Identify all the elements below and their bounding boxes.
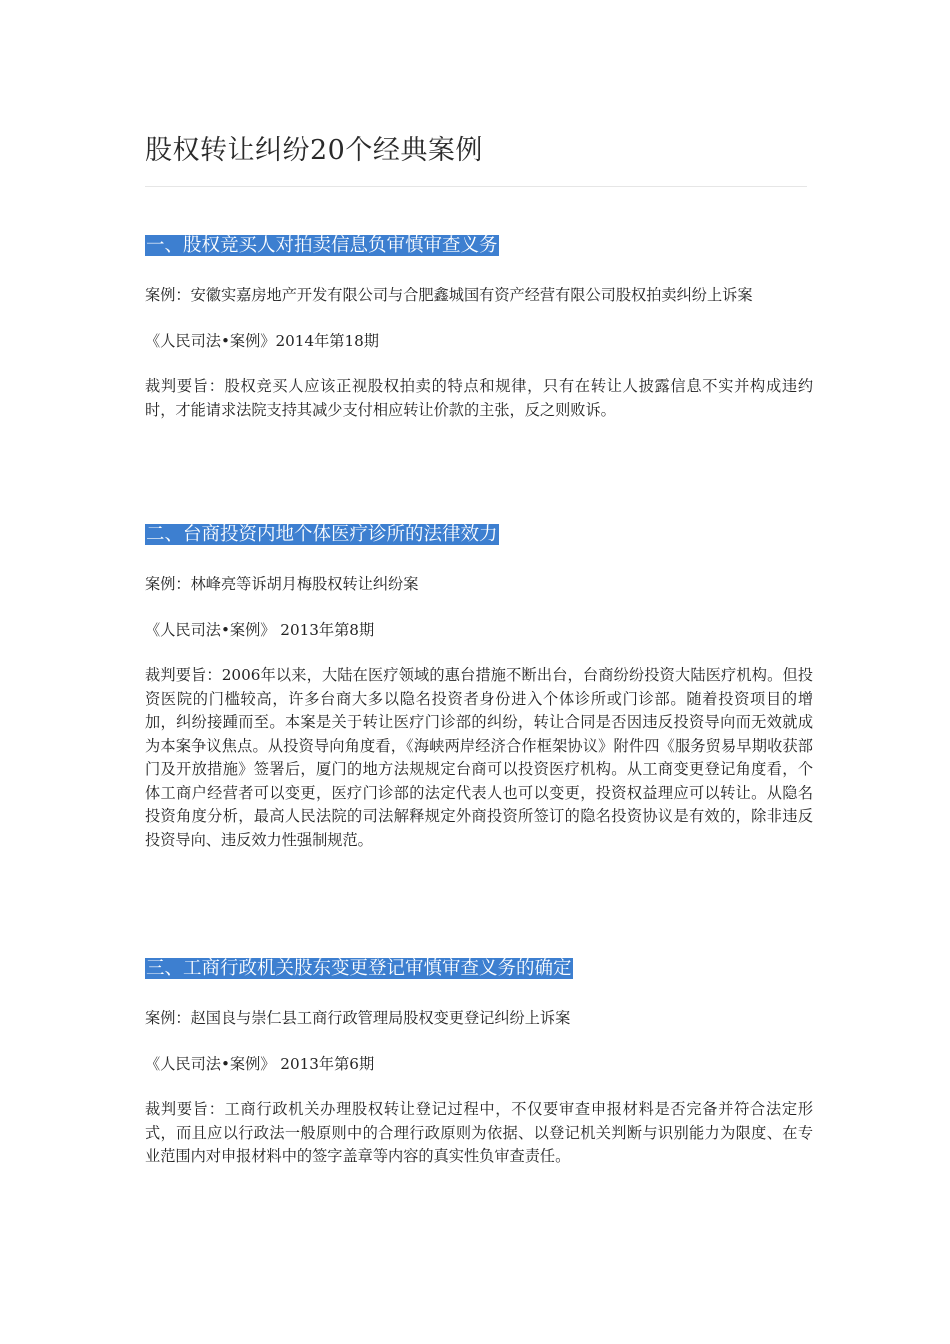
case-source: 《人民司法•案例》 2013年第6期 <box>145 1054 375 1073</box>
case-name: 案例：安徽实嘉房地产开发有限公司与合肥鑫城国有资产经营有限公司股权拍卖纠纷上诉案 <box>145 286 753 304</box>
section-heading-text: 三、工商行政机关股东变更登记审慎审查义务的确定 <box>146 958 572 979</box>
case-source: 《人民司法•案例》2014年第18期 <box>145 331 379 350</box>
section-heading <box>145 523 813 547</box>
case-source: 《人民司法•案例》 2013年第8期 <box>145 620 375 639</box>
section-heading <box>145 234 813 258</box>
title-divider <box>145 186 807 187</box>
judgment-gist: 裁判要旨：工商行政机关办理股权转让登记过程中，不仅要审查申报材料是否完备并符合法定形式，而且应以行政法一般原则中的合理行政原则为依据、以登记机关判断与识别能力为限度、在专业范围内对申报材料中的签字盖章等内容的真实性负审查责任。 <box>145 1100 813 1165</box>
section-heading-text: 二、台商投资内地个体医疗诊所的法律效力 <box>146 524 498 545</box>
case-name: 案例：林峰亮等诉胡月梅股权转让纠纷案 <box>145 575 419 593</box>
case-name: 案例：赵国良与崇仁县工商行政管理局股权变更登记纠纷上诉案 <box>145 1009 571 1027</box>
section-heading-text: 一、股权竞买人对拍卖信息负审慎审查义务 <box>146 235 498 256</box>
judgment-gist: 裁判要旨：2006年以来，大陆在医疗领域的惠台措施不断出台，台商纷纷投资大陆医疗机构。但投资医院的门槛较高，许多台商大多以隐名投资者身份进入个体诊所或门诊部。随着投资项目的增加，纠纷接踵而至。本案是关于转让医疗门诊部的纠纷，转让合同是否因违反投资导向而无效就成为本案争议焦点。从投资导向角度看，《海峡两岸经济合作框架协议》附件四《服务贸易早期收获部门及开放措施》签署后，厦门的地方法规规定台商可以投资医疗机构。从工商变更登记角度看，个体工商户经营者可以变更，医疗门诊部的法定代表人也可以变更，投资权益理应可以转让。从隐名投资角度分析，最高人民法院的司法解释规定外商投资所签订的隐名投资协议是有效的，除非违反投资导向、违反效力性强制规范。 <box>145 666 813 849</box>
section-heading <box>145 957 813 981</box>
case-section-2 <box>145 523 813 852</box>
document-title: 股权转让纠纷20个经典案例 <box>145 135 483 166</box>
case-section-3 <box>145 957 813 1169</box>
case-section-1 <box>145 234 813 422</box>
judgment-gist: 裁判要旨：股权竞买人应该正视股权拍卖的特点和规律，只有在转让人披露信息不实并构成违约时，才能请求法院支持其减少支付相应转让价款的主张，反之则败诉。 <box>145 377 813 419</box>
